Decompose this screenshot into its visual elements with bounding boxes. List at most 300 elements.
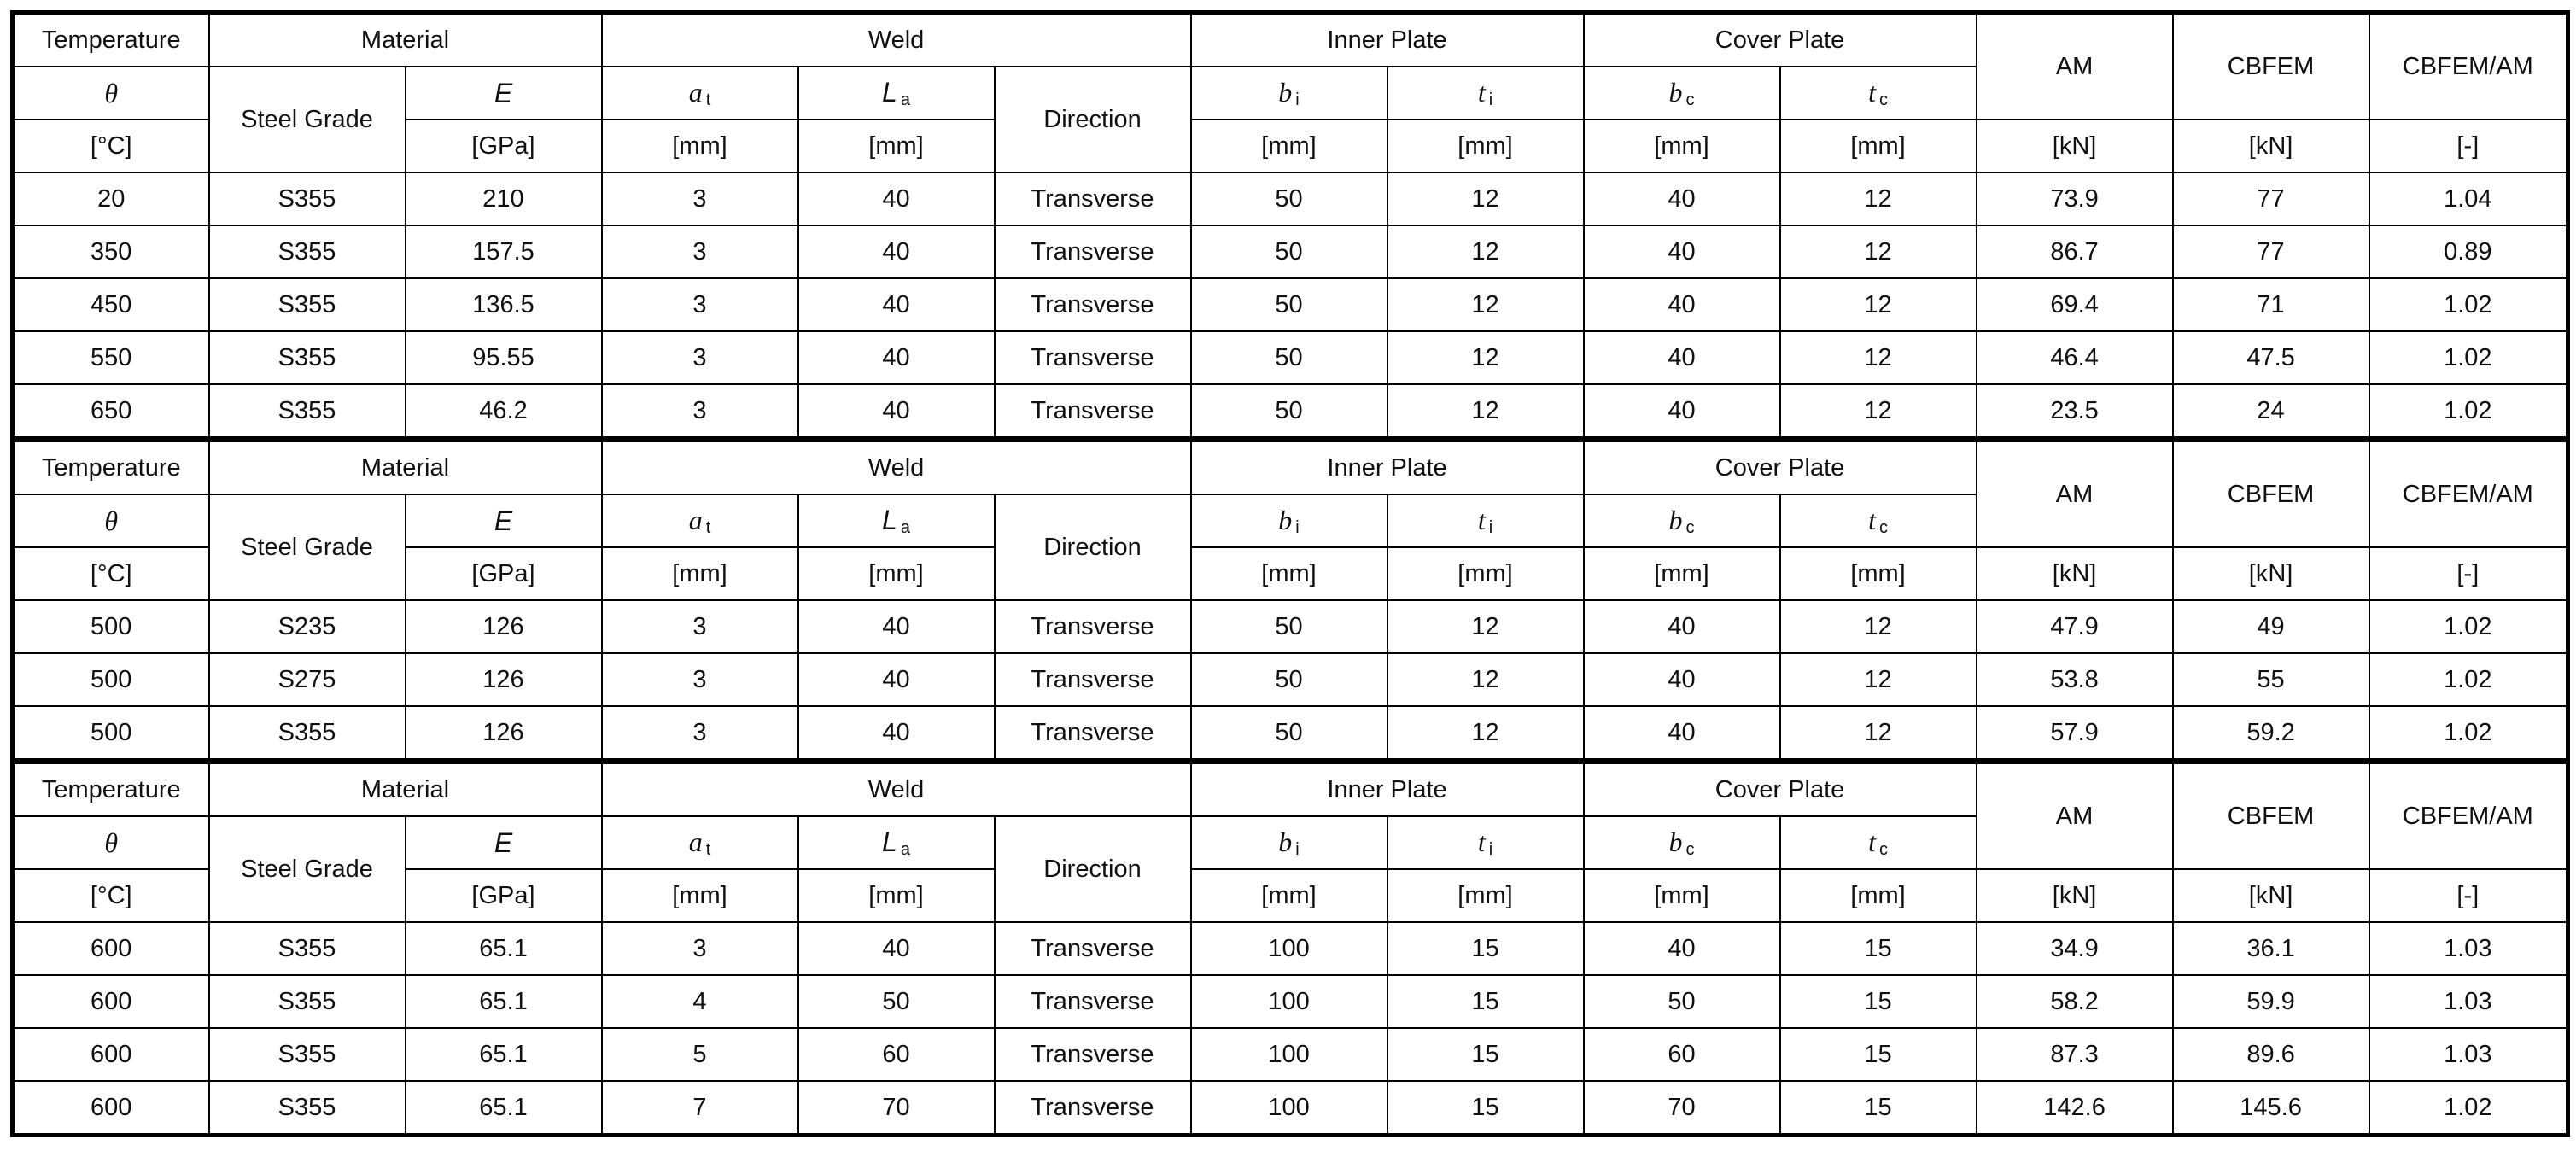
cell-weld-direction: Transverse <box>995 172 1191 225</box>
header-theta-symbol <box>104 827 118 858</box>
cell-temperature: 500 <box>13 653 209 706</box>
unit-weld-length: [mm] <box>798 547 995 600</box>
cell-cbfem-resistance: 59.2 <box>2173 706 2369 762</box>
cell-weld-throat: 3 <box>602 278 798 331</box>
cell-weld-length: 40 <box>798 331 995 384</box>
cell-inner-plate-width: 50 <box>1191 706 1387 762</box>
header-am: AM <box>1977 762 2173 870</box>
header-e-symbol <box>494 78 512 108</box>
header-e <box>406 494 602 547</box>
header-a-t-subscript: t <box>705 90 711 109</box>
cell-weld-direction: Transverse <box>995 384 1191 440</box>
cell-inner-plate-width: 50 <box>1191 331 1387 384</box>
header-b-c-subscript: c <box>1685 517 1695 537</box>
cell-temperature: 500 <box>13 706 209 762</box>
unit-cbfem: [kN] <box>2173 869 2369 922</box>
unit-temperature: [°C] <box>13 547 209 600</box>
header-b-i <box>1191 494 1387 547</box>
unit-weld-length: [mm] <box>798 120 995 172</box>
header-a-t <box>602 67 798 120</box>
header-row-groups <box>13 440 2568 495</box>
cell-weld-throat: 3 <box>602 706 798 762</box>
cell-weld-length: 40 <box>798 600 995 653</box>
cell-weld-throat: 4 <box>602 975 798 1028</box>
cell-elastic-modulus: 126 <box>406 653 602 706</box>
header-b-i-subscript: i <box>1295 839 1300 859</box>
header-weld: Weld <box>602 440 1191 495</box>
header-temperature: Temperature <box>13 762 209 817</box>
unit-inner-plate-thickness: [mm] <box>1387 869 1584 922</box>
cell-temperature: 650 <box>13 384 209 440</box>
cell-cover-plate-thickness: 15 <box>1780 922 1977 975</box>
unit-weld-throat: [mm] <box>602 547 798 600</box>
header-cover-plate: Cover Plate <box>1584 13 1977 67</box>
cell-cover-plate-thickness: 12 <box>1780 225 1977 278</box>
header-cover-plate: Cover Plate <box>1584 762 1977 817</box>
header-b-i-letter: b <box>1278 76 1293 108</box>
header-b-i-symbol <box>1278 505 1299 535</box>
header-b-i-subscript: i <box>1295 517 1300 537</box>
unit-inner-plate-thickness: [mm] <box>1387 547 1584 600</box>
header-t-c-letter: t <box>1868 826 1876 857</box>
cell-temperature: 600 <box>13 975 209 1028</box>
header-b-c-symbol <box>1669 505 1695 535</box>
header-theta-letter: θ <box>104 826 119 858</box>
header-cover-plate: Cover Plate <box>1584 440 1977 495</box>
header-t-c-symbol <box>1868 77 1888 108</box>
header-l-a-letter: L <box>882 826 897 857</box>
cell-cover-plate-width: 40 <box>1584 600 1780 653</box>
header-direction: Direction <box>995 67 1191 172</box>
unit-am: [kN] <box>1977 869 2173 922</box>
header-a-t <box>602 816 798 869</box>
cell-temperature: 500 <box>13 600 209 653</box>
header-b-i-letter: b <box>1278 504 1293 535</box>
cell-steel-grade: S235 <box>209 600 406 653</box>
header-l-a-letter: L <box>882 76 897 108</box>
cell-cover-plate-width: 40 <box>1584 225 1780 278</box>
unit-weld-throat: [mm] <box>602 869 798 922</box>
header-t-i-subscript: i <box>1488 90 1493 109</box>
cell-cover-plate-thickness: 12 <box>1780 331 1977 384</box>
cell-cover-plate-thickness: 12 <box>1780 653 1977 706</box>
cell-weld-throat: 5 <box>602 1028 798 1081</box>
header-a-t-symbol <box>689 77 711 108</box>
cell-steel-grade: S275 <box>209 653 406 706</box>
cell-cbfem-resistance: 59.9 <box>2173 975 2369 1028</box>
table-row <box>13 706 2568 762</box>
header-temperature: Temperature <box>13 13 209 67</box>
header-e-letter: E <box>494 826 513 858</box>
cell-inner-plate-width: 100 <box>1191 922 1387 975</box>
cell-cover-plate-width: 50 <box>1584 975 1780 1028</box>
cell-inner-plate-thickness: 12 <box>1387 706 1584 762</box>
cell-cbfem-am-ratio: 1.02 <box>2369 384 2568 440</box>
cell-temperature: 20 <box>13 172 209 225</box>
header-e-symbol <box>494 505 512 536</box>
cell-weld-direction: Transverse <box>995 331 1191 384</box>
cell-cover-plate-width: 40 <box>1584 384 1780 440</box>
cell-inner-plate-thickness: 12 <box>1387 172 1584 225</box>
table-row <box>13 225 2568 278</box>
table-row <box>13 278 2568 331</box>
cell-inner-plate-width: 50 <box>1191 600 1387 653</box>
header-l-a <box>798 494 995 547</box>
unit-cover-plate-width: [mm] <box>1584 547 1780 600</box>
header-e-letter: E <box>494 505 513 536</box>
header-theta-symbol <box>104 78 118 108</box>
cell-cover-plate-width: 40 <box>1584 278 1780 331</box>
header-t-i-symbol <box>1478 77 1492 108</box>
cell-cbfem-am-ratio: 1.02 <box>2369 278 2568 331</box>
cell-weld-direction: Transverse <box>995 1028 1191 1081</box>
cell-steel-grade: S355 <box>209 1081 406 1136</box>
header-a-t-symbol <box>689 505 711 535</box>
header-a-t-symbol <box>689 826 711 857</box>
header-theta-symbol <box>104 505 118 536</box>
header-theta-letter: θ <box>104 505 119 536</box>
header-t-c-subscript: c <box>1878 517 1888 537</box>
cell-cbfem-am-ratio: 1.02 <box>2369 1081 2568 1136</box>
cell-cbfem-resistance: 89.6 <box>2173 1028 2369 1081</box>
header-t-i <box>1387 816 1584 869</box>
header-b-c-symbol <box>1669 77 1695 108</box>
cell-inner-plate-thickness: 15 <box>1387 922 1584 975</box>
table-row <box>13 975 2568 1028</box>
cell-steel-grade: S355 <box>209 172 406 225</box>
cell-cbfem-am-ratio: 1.04 <box>2369 172 2568 225</box>
cell-cbfem-resistance: 71 <box>2173 278 2369 331</box>
table-row <box>13 384 2568 440</box>
cell-steel-grade: S355 <box>209 384 406 440</box>
cell-cbfem-resistance: 77 <box>2173 172 2369 225</box>
header-t-c-subscript: c <box>1878 90 1888 109</box>
cell-steel-grade: S355 <box>209 278 406 331</box>
cell-weld-length: 40 <box>798 922 995 975</box>
header-cbfem: CBFEM <box>2173 762 2369 870</box>
header-temperature: Temperature <box>13 440 209 495</box>
header-am: AM <box>1977 440 2173 548</box>
header-inner-plate: Inner Plate <box>1191 13 1584 67</box>
cell-cover-plate-thickness: 12 <box>1780 384 1977 440</box>
unit-weld-length: [mm] <box>798 869 995 922</box>
unit-elastic-modulus: [GPa] <box>406 869 602 922</box>
header-b-c <box>1584 816 1780 869</box>
header-row-groups <box>13 762 2568 817</box>
table-row <box>13 1028 2568 1081</box>
unit-ratio: [-] <box>2369 547 2568 600</box>
cell-am-resistance: 87.3 <box>1977 1028 2173 1081</box>
cell-cover-plate-width: 60 <box>1584 1028 1780 1081</box>
header-row-groups <box>13 13 2568 67</box>
cell-weld-direction: Transverse <box>995 1081 1191 1136</box>
cell-temperature: 600 <box>13 1028 209 1081</box>
cell-weld-direction: Transverse <box>995 975 1191 1028</box>
header-l-a-subscript: a <box>900 839 910 859</box>
header-theta-letter: θ <box>104 77 119 108</box>
cell-inner-plate-width: 50 <box>1191 653 1387 706</box>
cell-am-resistance: 46.4 <box>1977 331 2173 384</box>
cell-cover-plate-width: 40 <box>1584 172 1780 225</box>
cell-inner-plate-thickness: 12 <box>1387 653 1584 706</box>
cell-elastic-modulus: 95.55 <box>406 331 602 384</box>
cell-steel-grade: S355 <box>209 975 406 1028</box>
header-a-t-subscript: t <box>705 839 711 859</box>
cell-temperature: 350 <box>13 225 209 278</box>
cell-weld-length: 40 <box>798 653 995 706</box>
cell-cbfem-resistance: 36.1 <box>2173 922 2369 975</box>
header-b-c-letter: b <box>1668 76 1683 108</box>
header-t-c <box>1780 816 1977 869</box>
cell-cover-plate-thickness: 15 <box>1780 1028 1977 1081</box>
table-row <box>13 331 2568 384</box>
cell-steel-grade: S355 <box>209 1028 406 1081</box>
cell-inner-plate-thickness: 12 <box>1387 600 1584 653</box>
unit-temperature: [°C] <box>13 120 209 172</box>
table-body <box>13 13 2568 1136</box>
cell-temperature: 600 <box>13 922 209 975</box>
header-t-i-symbol <box>1478 505 1492 535</box>
cell-temperature: 600 <box>13 1081 209 1136</box>
cell-weld-throat: 3 <box>602 172 798 225</box>
table-row <box>13 172 2568 225</box>
cell-inner-plate-width: 100 <box>1191 1081 1387 1136</box>
header-theta <box>13 67 209 120</box>
cell-cbfem-am-ratio: 1.02 <box>2369 653 2568 706</box>
header-b-i-symbol <box>1278 77 1299 108</box>
header-l-a-symbol <box>882 505 910 535</box>
header-e-letter: E <box>494 77 513 108</box>
cell-weld-throat: 3 <box>602 922 798 975</box>
cell-elastic-modulus: 126 <box>406 600 602 653</box>
header-t-i-subscript: i <box>1488 839 1493 859</box>
header-a-t-subscript: t <box>705 517 711 537</box>
header-b-c <box>1584 494 1780 547</box>
cell-am-resistance: 69.4 <box>1977 278 2173 331</box>
cell-cover-plate-thickness: 15 <box>1780 975 1977 1028</box>
header-steel-grade: Steel Grade <box>209 816 406 922</box>
header-a-t-letter: a <box>688 826 703 857</box>
header-t-i <box>1387 494 1584 547</box>
cell-am-resistance: 47.9 <box>1977 600 2173 653</box>
header-e-symbol <box>494 827 512 858</box>
header-t-i-letter: t <box>1477 504 1486 535</box>
results-table <box>10 10 2570 1137</box>
unit-cover-plate-width: [mm] <box>1584 120 1780 172</box>
cell-inner-plate-width: 50 <box>1191 278 1387 331</box>
cell-weld-length: 40 <box>798 225 995 278</box>
cell-elastic-modulus: 136.5 <box>406 278 602 331</box>
cell-steel-grade: S355 <box>209 922 406 975</box>
cell-am-resistance: 34.9 <box>1977 922 2173 975</box>
cell-am-resistance: 142.6 <box>1977 1081 2173 1136</box>
cell-cbfem-am-ratio: 1.03 <box>2369 975 2568 1028</box>
header-inner-plate: Inner Plate <box>1191 762 1584 817</box>
cell-cover-plate-thickness: 15 <box>1780 1081 1977 1136</box>
cell-cbfem-resistance: 24 <box>2173 384 2369 440</box>
cell-cbfem-resistance: 47.5 <box>2173 331 2369 384</box>
cell-inner-plate-thickness: 15 <box>1387 1028 1584 1081</box>
cell-cbfem-am-ratio: 0.89 <box>2369 225 2568 278</box>
header-theta <box>13 816 209 869</box>
header-cbfem: CBFEM <box>2173 13 2369 120</box>
cell-temperature: 550 <box>13 331 209 384</box>
unit-cover-plate-width: [mm] <box>1584 869 1780 922</box>
unit-cover-plate-thickness: [mm] <box>1780 547 1977 600</box>
header-l-a <box>798 67 995 120</box>
cell-cover-plate-thickness: 12 <box>1780 172 1977 225</box>
cell-weld-length: 40 <box>798 172 995 225</box>
cell-cbfem-am-ratio: 1.03 <box>2369 1028 2568 1081</box>
cell-inner-plate-thickness: 12 <box>1387 331 1584 384</box>
cell-weld-direction: Transverse <box>995 706 1191 762</box>
unit-inner-plate-thickness: [mm] <box>1387 120 1584 172</box>
cell-cover-plate-thickness: 12 <box>1780 706 1977 762</box>
header-b-c <box>1584 67 1780 120</box>
header-weld: Weld <box>602 762 1191 817</box>
header-steel-grade: Steel Grade <box>209 67 406 172</box>
header-ratio: CBFEM/AM <box>2369 762 2568 870</box>
cell-weld-direction: Transverse <box>995 278 1191 331</box>
cell-cbfem-am-ratio: 1.02 <box>2369 600 2568 653</box>
header-weld: Weld <box>602 13 1191 67</box>
cell-inner-plate-thickness: 15 <box>1387 1081 1584 1136</box>
cell-elastic-modulus: 157.5 <box>406 225 602 278</box>
cell-cbfem-am-ratio: 1.03 <box>2369 922 2568 975</box>
header-material: Material <box>209 440 602 495</box>
header-l-a-subscript: a <box>900 517 910 537</box>
cell-elastic-modulus: 126 <box>406 706 602 762</box>
header-t-i-letter: t <box>1477 826 1486 857</box>
cell-cover-plate-width: 40 <box>1584 706 1780 762</box>
cell-elastic-modulus: 65.1 <box>406 922 602 975</box>
cell-cbfem-resistance: 77 <box>2173 225 2369 278</box>
unit-weld-throat: [mm] <box>602 120 798 172</box>
header-t-c-letter: t <box>1868 76 1876 108</box>
cell-weld-throat: 3 <box>602 600 798 653</box>
cell-cbfem-am-ratio: 1.02 <box>2369 331 2568 384</box>
header-b-i <box>1191 816 1387 869</box>
cell-cbfem-am-ratio: 1.02 <box>2369 706 2568 762</box>
cell-weld-direction: Transverse <box>995 600 1191 653</box>
cell-inner-plate-thickness: 12 <box>1387 225 1584 278</box>
cell-am-resistance: 53.8 <box>1977 653 2173 706</box>
header-b-c-symbol <box>1669 826 1695 857</box>
unit-elastic-modulus: [GPa] <box>406 547 602 600</box>
cell-inner-plate-width: 100 <box>1191 975 1387 1028</box>
header-t-i-symbol <box>1478 826 1492 857</box>
cell-weld-throat: 3 <box>602 225 798 278</box>
cell-elastic-modulus: 65.1 <box>406 1028 602 1081</box>
table-row <box>13 1081 2568 1136</box>
cell-weld-throat: 3 <box>602 384 798 440</box>
cell-am-resistance: 73.9 <box>1977 172 2173 225</box>
header-inner-plate: Inner Plate <box>1191 440 1584 495</box>
cell-weld-length: 40 <box>798 278 995 331</box>
unit-am: [kN] <box>1977 120 2173 172</box>
cell-steel-grade: S355 <box>209 706 406 762</box>
header-b-i-symbol <box>1278 826 1299 857</box>
cell-am-resistance: 57.9 <box>1977 706 2173 762</box>
cell-cover-plate-width: 40 <box>1584 922 1780 975</box>
unit-inner-plate-width: [mm] <box>1191 869 1387 922</box>
header-b-i <box>1191 67 1387 120</box>
cell-weld-length: 40 <box>798 384 995 440</box>
unit-inner-plate-width: [mm] <box>1191 547 1387 600</box>
header-b-i-subscript: i <box>1295 90 1300 109</box>
cell-elastic-modulus: 65.1 <box>406 1081 602 1136</box>
cell-inner-plate-thickness: 15 <box>1387 975 1584 1028</box>
table-row <box>13 653 2568 706</box>
cell-weld-throat: 3 <box>602 331 798 384</box>
cell-am-resistance: 58.2 <box>1977 975 2173 1028</box>
cell-inner-plate-thickness: 12 <box>1387 384 1584 440</box>
header-l-a-symbol <box>882 826 910 857</box>
header-b-c-letter: b <box>1668 504 1683 535</box>
header-am: AM <box>1977 13 2173 120</box>
header-e <box>406 816 602 869</box>
cell-inner-plate-width: 50 <box>1191 172 1387 225</box>
cell-weld-direction: Transverse <box>995 225 1191 278</box>
header-material: Material <box>209 762 602 817</box>
header-steel-grade: Steel Grade <box>209 494 406 600</box>
cell-inner-plate-width: 50 <box>1191 225 1387 278</box>
table-row <box>13 922 2568 975</box>
cell-weld-length: 50 <box>798 975 995 1028</box>
cell-cover-plate-thickness: 12 <box>1780 278 1977 331</box>
header-b-c-subscript: c <box>1685 839 1695 859</box>
unit-inner-plate-width: [mm] <box>1191 120 1387 172</box>
unit-cbfem: [kN] <box>2173 547 2369 600</box>
cell-am-resistance: 86.7 <box>1977 225 2173 278</box>
header-a-t-letter: a <box>688 76 703 108</box>
unit-ratio: [-] <box>2369 120 2568 172</box>
header-ratio: CBFEM/AM <box>2369 440 2568 548</box>
header-t-i <box>1387 67 1584 120</box>
cell-am-resistance: 23.5 <box>1977 384 2173 440</box>
table-row <box>13 600 2568 653</box>
header-ratio: CBFEM/AM <box>2369 13 2568 120</box>
header-t-c <box>1780 67 1977 120</box>
header-theta <box>13 494 209 547</box>
cell-weld-length: 70 <box>798 1081 995 1136</box>
cell-temperature: 450 <box>13 278 209 331</box>
unit-elastic-modulus: [GPa] <box>406 120 602 172</box>
cell-weld-throat: 7 <box>602 1081 798 1136</box>
unit-temperature: [°C] <box>13 869 209 922</box>
header-l-a-subscript: a <box>900 90 910 109</box>
header-t-i-subscript: i <box>1488 517 1493 537</box>
header-direction: Direction <box>995 816 1191 922</box>
cell-cover-plate-width: 70 <box>1584 1081 1780 1136</box>
cell-cbfem-resistance: 145.6 <box>2173 1081 2369 1136</box>
header-b-c-letter: b <box>1668 826 1683 857</box>
unit-cover-plate-thickness: [mm] <box>1780 120 1977 172</box>
unit-cover-plate-thickness: [mm] <box>1780 869 1977 922</box>
cell-inner-plate-thickness: 12 <box>1387 278 1584 331</box>
unit-am: [kN] <box>1977 547 2173 600</box>
cell-weld-direction: Transverse <box>995 922 1191 975</box>
cell-inner-plate-width: 100 <box>1191 1028 1387 1081</box>
unit-ratio: [-] <box>2369 869 2568 922</box>
cell-cover-plate-width: 40 <box>1584 653 1780 706</box>
header-t-c <box>1780 494 1977 547</box>
cell-weld-direction: Transverse <box>995 653 1191 706</box>
header-t-c-subscript: c <box>1878 839 1888 859</box>
cell-elastic-modulus: 210 <box>406 172 602 225</box>
cell-cover-plate-width: 40 <box>1584 331 1780 384</box>
cell-weld-length: 60 <box>798 1028 995 1081</box>
